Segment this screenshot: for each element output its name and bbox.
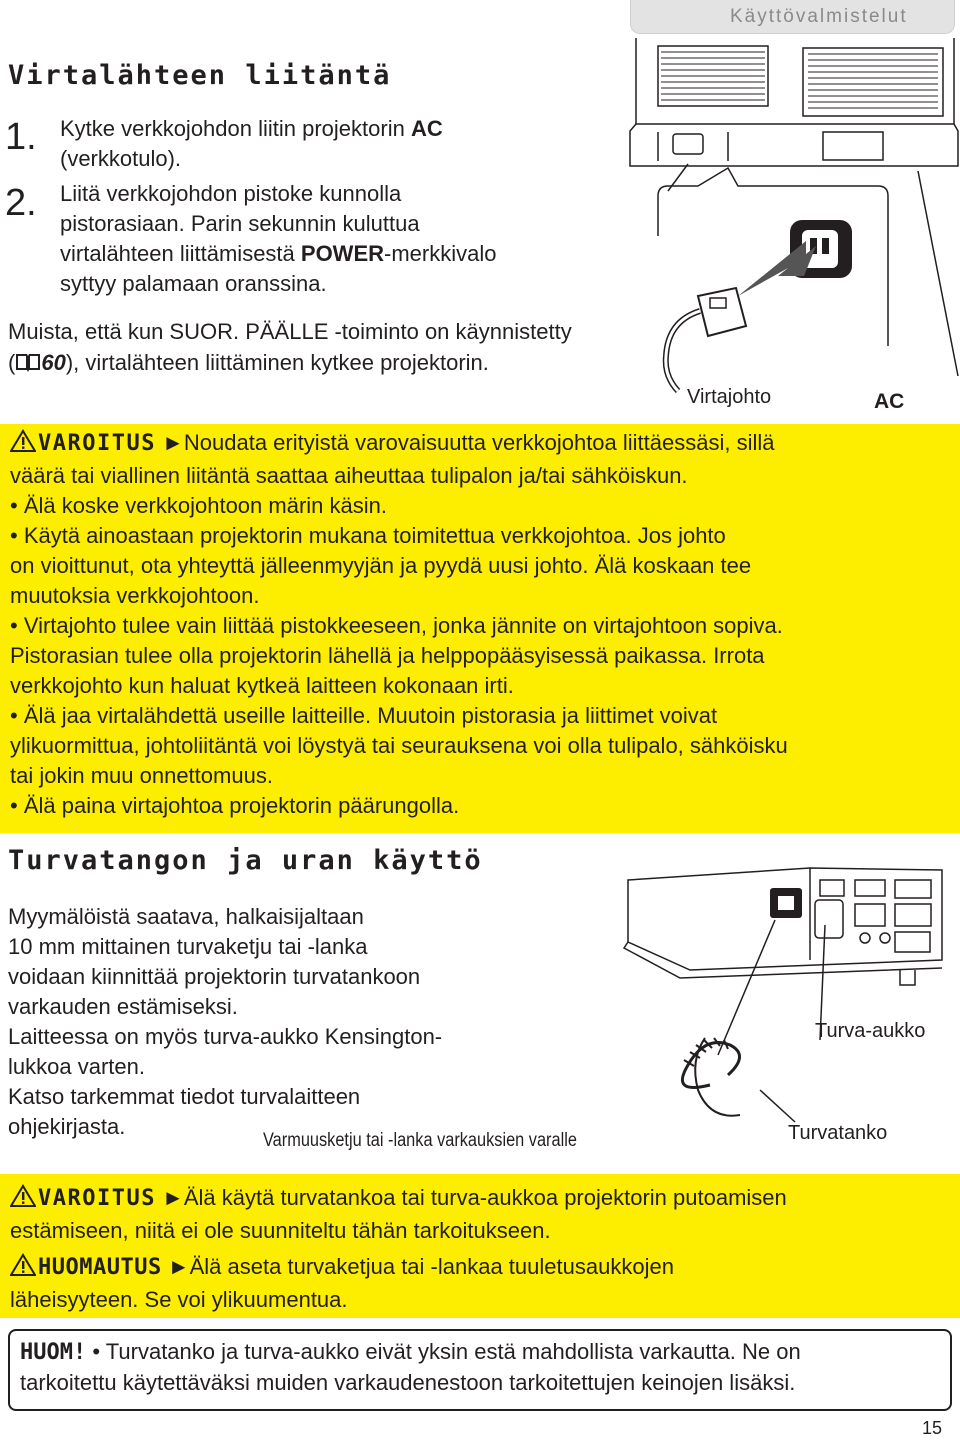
caution-label: HUOMAUTUS	[38, 1255, 162, 1280]
power-section-title: Virtalähteen liitäntä	[8, 60, 392, 91]
ac-label: AC	[874, 390, 905, 413]
security-chain-label: Varmuusketju tai -lanka varkauksien varalle	[263, 1130, 577, 1151]
step-1-number: 1.	[5, 116, 37, 158]
warning-icon	[10, 1184, 36, 1216]
caution-icon	[10, 1253, 36, 1285]
security-section-title: Turvatangon ja uran käyttö	[8, 845, 483, 876]
warning-text-security: VAROITUS ►Älä käytä turvatankoa tai turva-aukkoa projektorin putoamisen estämiseen, niitä ei ole suunniteltu tähän tarkoitukseen.	[10, 1185, 787, 1243]
reminder-line-1: Muista, että kun SUOR. PÄÄLLE -toiminto on käynnistetty	[8, 319, 572, 344]
warning-icon	[10, 429, 36, 461]
power-cord-label: Virtajohto	[687, 386, 772, 408]
step-1-text: Kytke verkkojohdon liitin projektorin AC (verkkotulo).	[60, 116, 443, 171]
section-header: Käyttövalmistelut	[730, 6, 908, 27]
step-2-number: 2.	[5, 182, 37, 224]
warning-label: VAROITUS	[38, 1186, 156, 1211]
power-connection-illustration	[628, 36, 960, 416]
reminder-line-2: ( 60), virtalähteen liittäminen kytkee projektorin.	[8, 348, 489, 381]
note-label: HUOM!	[20, 1340, 87, 1365]
security-illustration	[610, 860, 950, 1150]
note-text: HUOM! • Turvatanko ja turva-aukko eivät yksin estä mahdollista varkautta. Ne on tarkoitettu käytettäväksi muiden varkaudenestoon tarkoitettujen keinojen lisäksi.	[20, 1339, 801, 1395]
security-bar-label: Turvatanko	[788, 1122, 888, 1144]
security-slot-label: Turva-aukko	[815, 1020, 926, 1042]
page-reference: 60	[41, 350, 66, 375]
page-number: 15	[921, 1418, 942, 1438]
step-2-text: Liitä verkkojohdon pistoke kunnolla pistorasiaan. Parin sekunnin kuluttua virtalähteen liittämisestä POWER-merkkivalo syttyy palamaan oranssina.	[60, 181, 497, 296]
caution-text: HUOMAUTUS ►Älä aseta turvaketjua tai -lankaa tuuletusaukkojen läheisyyteen. Se voi ylikuumentua.	[10, 1254, 674, 1312]
warning-text-power: VAROITUS ►Noudata erityistä varovaisuutta verkkojohtoa liittäessäsi, sillä väärä tai viallinen liitäntä saattaa aiheuttaa tulipalon ja/tai sähköiskun. • Älä koske verkkojohtoon märin käsin. • Käytä ainoastaan projektorin mukana toimitettua verkkojohtoa. Jos johto on vioittunut, ota yhteyttä jälleenmyyjän ja pyydä uusi johto. Älä koskaan tee muutoksia verkkojohtoon. • Virtajohto tulee vain liittää pistokkeeseen, jonka jännite on virtajohtoon sopiva. Pistorasian tulee olla projektorin lähellä ja helppopääsyisessä paikassa. Irrota verkkojohto kun haluat kytkeä laitteen kokonaan irti. • Älä jaa virtalähdettä useille laitteille. Muutoin pistorasia ja liittimet voivat ylikuormittua, johtoliitäntä voi löystyä tai seurauksena voi olla tulipalo, sähköisku tai jokin muu onnettomuus. • Älä paina virtajohtoa projektorin päärungolla.	[10, 430, 788, 818]
warning-label: VAROITUS	[38, 431, 156, 456]
book-icon	[15, 351, 41, 381]
security-description: Myymälöistä saatava, halkaisijaltaan 10 mm mittainen turvaketju tai -lanka voidaan kiinnittää projektorin turvatankoon varkauden estämiseksi. Laitteessa on myös turva-aukko Kensington- lukkoa varten. Katso tarkemmat tiedot turvalaitteen ohjekirjasta.	[8, 904, 443, 1139]
